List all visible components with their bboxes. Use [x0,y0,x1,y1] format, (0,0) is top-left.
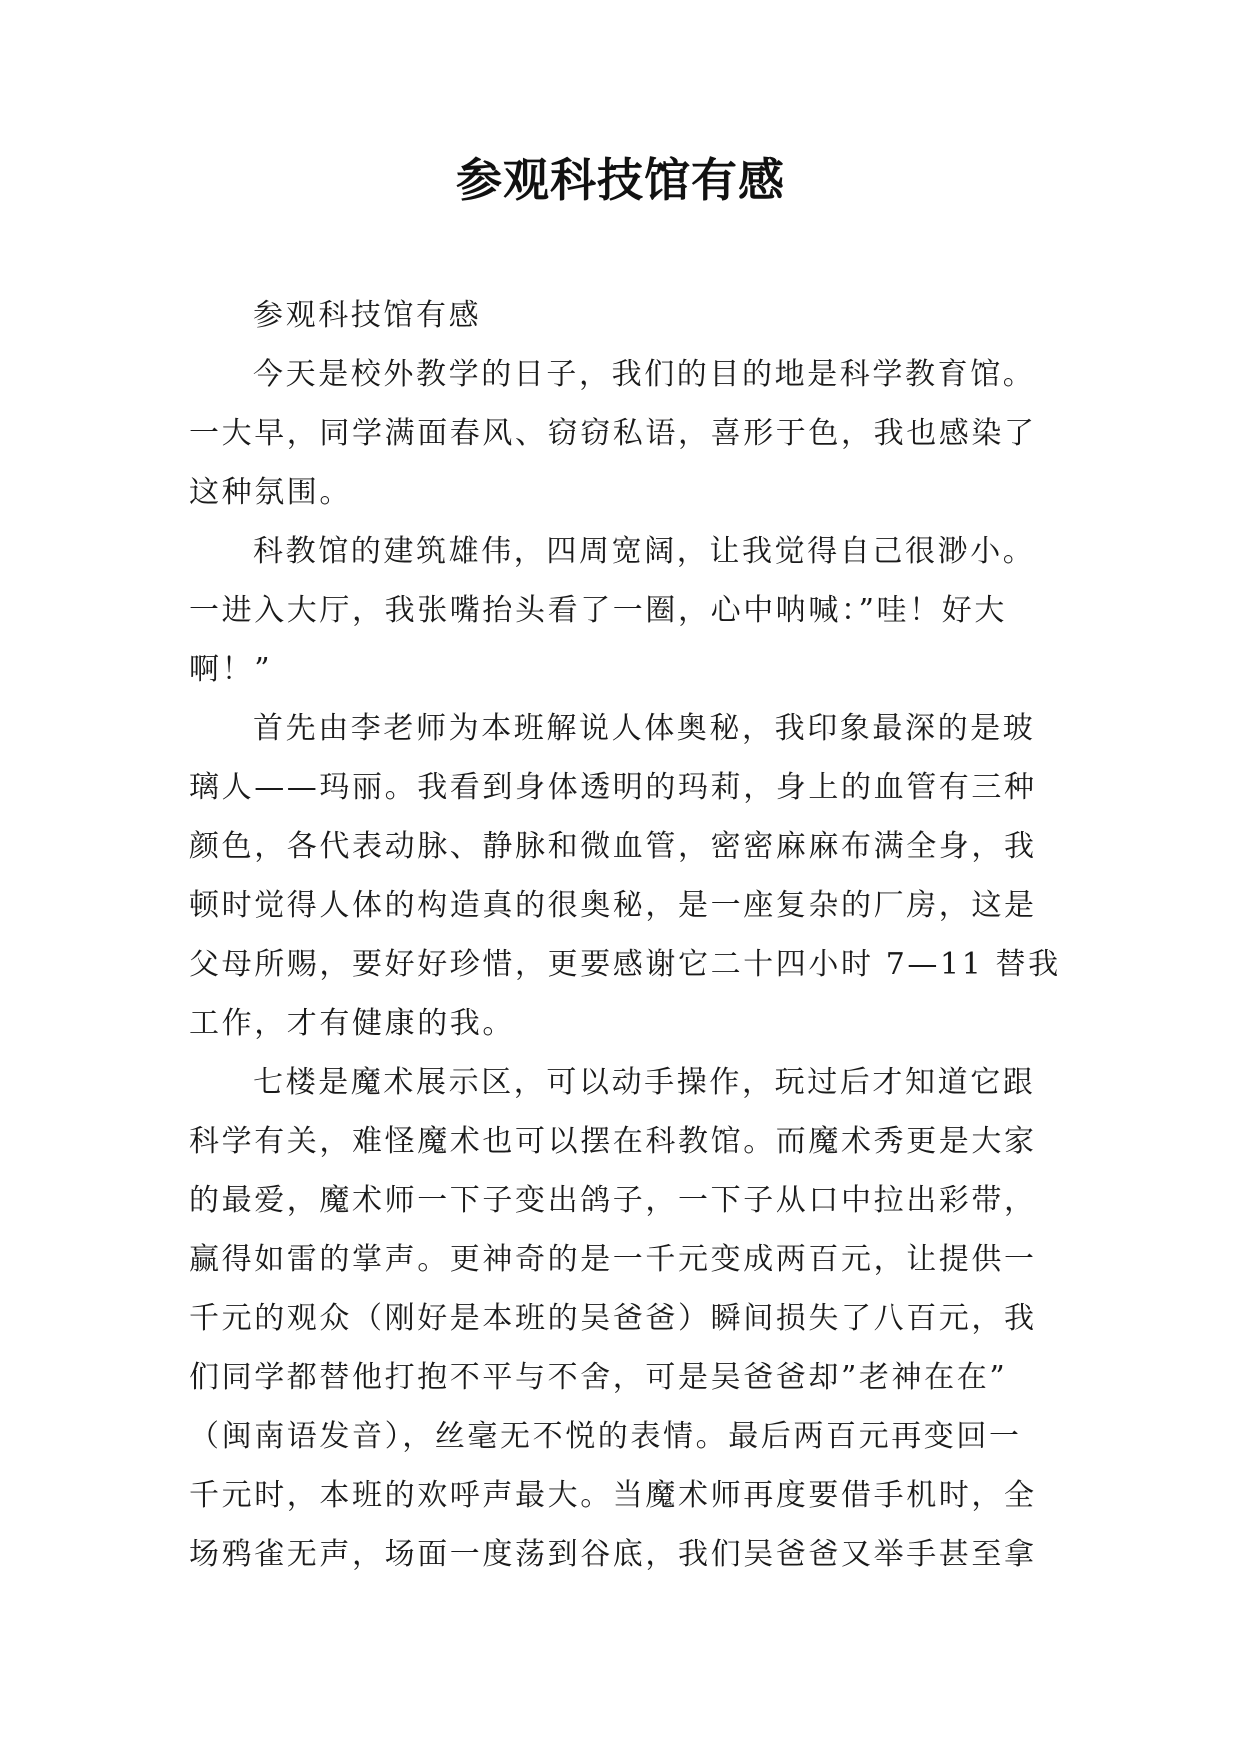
text-line: 七楼是魔术展示区，可以动手操作，玩过后才知道它跟 [253,1065,1036,1100]
text-line: 场鸦雀无声，场面一度荡到谷底，我们吴爸爸又举手甚至拿 [189,1537,1037,1572]
document-body [189,286,1059,1584]
text-line: 父母所赐，要好好珍惜，更要感谢它二十四小时 7—11 替我 [189,947,1061,982]
text-line: 颜色，各代表动脉、静脉和微血管，密密麻麻布满全身，我 [189,829,1037,864]
text-line: 科学有关，难怪魔术也可以摆在科教馆。而魔术秀更是大家 [189,1124,1037,1159]
text-line: 赢得如雷的掌声。更神奇的是一千元变成两百元，让提供一 [189,1242,1037,1277]
text-line: 参观科技馆有感 [253,298,482,333]
paragraph [189,1053,1059,1584]
text-line: 一进入大厅，我张嘴抬头看了一圈，心中呐喊：”哇！好大 [189,593,1007,628]
text-line: 千元的观众（刚好是本班的吴爸爸）瞬间损失了八百元，我 [189,1301,1037,1336]
paragraph [189,522,1059,699]
paragraph [189,699,1059,1053]
paragraph [189,345,1059,522]
text-line: 一大早，同学满面春风、窃窃私语，喜形于色，我也感染了 [189,416,1037,451]
text-line: （闽南语发音），丝毫无不悦的表情。最后两百元再变回一 [189,1419,1022,1454]
text-line: 这种氛围。 [189,475,352,510]
text-line: 们同学都替他打抱不平与不舍，可是吴爸爸却”老神在在” [189,1360,1008,1395]
text-line: 首先由李老师为本班解说人体奥秘，我印象最深的是玻 [253,711,1036,746]
paragraph [189,286,1059,345]
text-line: 璃人——玛丽。我看到身体透明的玛莉，身上的血管有三种 [189,770,1037,805]
document-title: 参观科技馆有感 [456,153,785,207]
text-line: 工作，才有健康的我。 [189,1006,515,1041]
text-line: 顿时觉得人体的构造真的很奥秘，是一座复杂的厂房，这是 [189,888,1037,923]
text-line: 的最爱，魔术师一下子变出鸽子，一下子从口中拉出彩带， [189,1183,1037,1218]
text-line: 千元时，本班的欢呼声最大。当魔术师再度要借手机时，全 [189,1478,1037,1513]
text-line: 科教馆的建筑雄伟，四周宽阔，让我觉得自己很渺小。 [253,534,1036,569]
text-line: 啊！” [189,652,273,687]
text-line: 今天是校外教学的日子，我们的目的地是科学教育馆。 [253,357,1036,392]
